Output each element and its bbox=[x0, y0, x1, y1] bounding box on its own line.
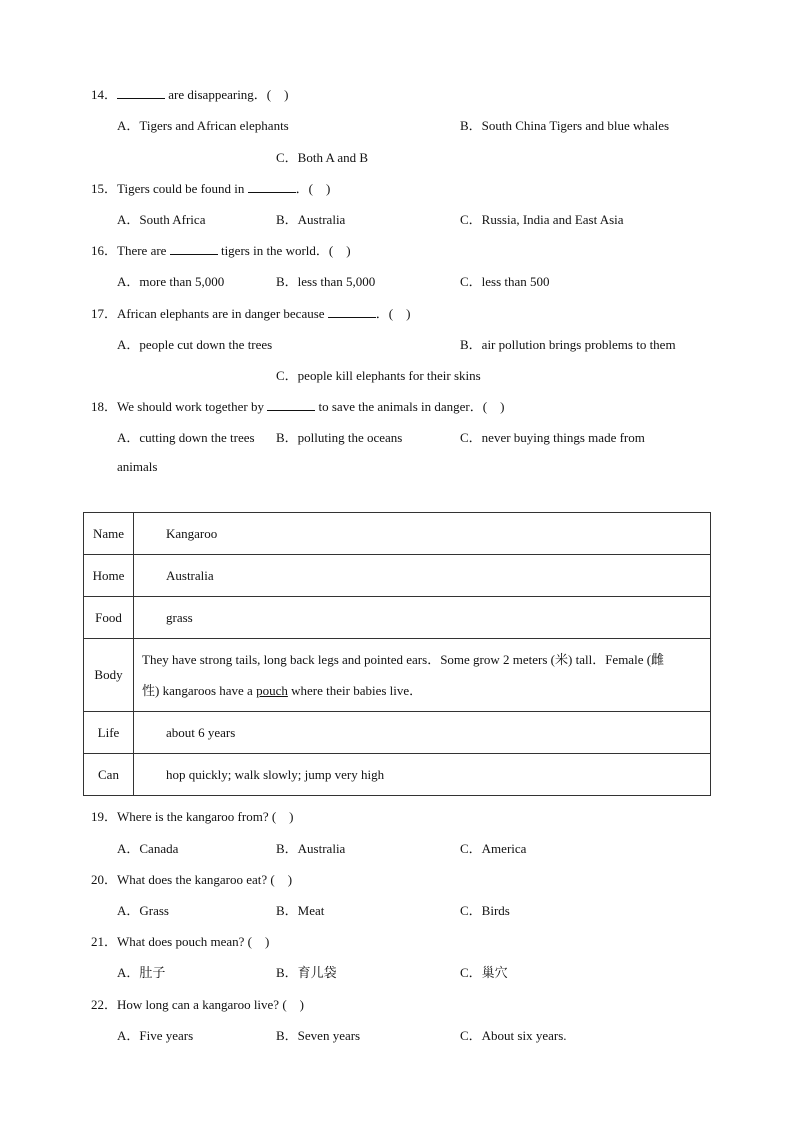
option-16-a[interactable]: A．more than 5,000 bbox=[117, 274, 225, 289]
row-value: about 6 years bbox=[134, 712, 711, 754]
row-value: Australia bbox=[134, 555, 711, 597]
option-18-c-wrap: animals bbox=[117, 459, 158, 474]
row-label: Home bbox=[84, 555, 134, 597]
table-row bbox=[84, 639, 711, 712]
body-line-1: They have strong tails, long back legs and pointed ears．Some grow 2 meters (米) tall．Female (雌 bbox=[142, 652, 665, 667]
option-18-b[interactable]: B．polluting the oceans bbox=[276, 430, 403, 445]
row-label: Can bbox=[84, 754, 134, 796]
option-22-b[interactable]: B．Seven years bbox=[276, 1028, 361, 1043]
row-value bbox=[134, 639, 711, 712]
body-line-2: 性) kangaroos have a pouch where their babies live． bbox=[142, 683, 423, 698]
row-label: Food bbox=[84, 597, 134, 639]
option-16-b[interactable]: B．less than 5,000 bbox=[276, 274, 376, 289]
option-15-a[interactable]: A．South Africa bbox=[117, 212, 206, 227]
question-22: 22．How long can a kangaroo live? ( ) bbox=[91, 997, 304, 1012]
option-15-b[interactable]: B．Australia bbox=[276, 212, 346, 227]
option-20-b[interactable]: B．Meat bbox=[276, 903, 325, 918]
table-row bbox=[84, 712, 711, 754]
option-22-c[interactable]: C．About six years. bbox=[460, 1028, 567, 1043]
question-17: 17．African elephants are in danger because ．( ) bbox=[91, 306, 411, 321]
option-20-a[interactable]: A．Grass bbox=[117, 903, 169, 918]
question-21: 21．What does pouch mean? ( ) bbox=[91, 934, 270, 949]
option-17-a[interactable]: A．people cut down the trees bbox=[117, 337, 273, 352]
question-18: 18．We should work together by to save the animals in danger．( ) bbox=[91, 399, 505, 414]
table-row bbox=[84, 597, 711, 639]
option-21-a[interactable]: A．肚子 bbox=[117, 965, 166, 980]
question-16: 16．There are tigers in the world．( ) bbox=[91, 243, 351, 258]
row-value: hop quickly; walk slowly; jump very high bbox=[134, 754, 711, 796]
answer-blank[interactable] bbox=[328, 306, 376, 318]
option-19-c[interactable]: C．America bbox=[460, 841, 527, 856]
option-19-a[interactable]: A．Canada bbox=[117, 841, 179, 856]
kangaroo-info-table bbox=[83, 512, 711, 796]
option-17-c[interactable]: C．people kill elephants for their skins bbox=[276, 368, 481, 383]
option-18-c[interactable]: C．never buying things made from bbox=[460, 430, 645, 445]
option-15-c[interactable]: C．Russia, India and East Asia bbox=[460, 212, 624, 227]
answer-blank[interactable] bbox=[170, 243, 218, 255]
question-14: 14． are disappearing．( ) bbox=[91, 87, 289, 102]
option-20-c[interactable]: C．Birds bbox=[460, 903, 510, 918]
option-14-a[interactable]: A．Tigers and African elephants bbox=[117, 118, 289, 133]
option-21-c[interactable]: C．巢穴 bbox=[460, 965, 508, 980]
option-21-b[interactable]: B．育儿袋 bbox=[276, 965, 337, 980]
option-14-c[interactable]: C．Both A and B bbox=[276, 150, 369, 165]
row-value: grass bbox=[134, 597, 711, 639]
option-17-b[interactable]: B．air pollution brings problems to them bbox=[460, 337, 676, 352]
answer-blank[interactable] bbox=[267, 399, 315, 411]
table-row bbox=[84, 555, 711, 597]
answer-blank[interactable] bbox=[117, 87, 165, 99]
question-15: 15．Tigers could be found in ．( ) bbox=[91, 181, 331, 196]
question-19: 19．Where is the kangaroo from? ( ) bbox=[91, 809, 294, 824]
row-value: Kangaroo bbox=[134, 513, 711, 555]
pouch-word: pouch bbox=[256, 683, 288, 698]
table-row bbox=[84, 513, 711, 555]
question-20: 20．What does the kangaroo eat? ( ) bbox=[91, 872, 293, 887]
answer-blank[interactable] bbox=[248, 181, 296, 193]
option-22-a[interactable]: A．Five years bbox=[117, 1028, 194, 1043]
row-label: Body bbox=[84, 639, 134, 712]
row-label: Life bbox=[84, 712, 134, 754]
row-label: Name bbox=[84, 513, 134, 555]
option-16-c[interactable]: C．less than 500 bbox=[460, 274, 550, 289]
table-row bbox=[84, 754, 711, 796]
option-19-b[interactable]: B．Australia bbox=[276, 841, 346, 856]
option-18-a[interactable]: A．cutting down the trees bbox=[117, 430, 255, 445]
option-14-b[interactable]: B．South China Tigers and blue whales bbox=[460, 118, 670, 133]
